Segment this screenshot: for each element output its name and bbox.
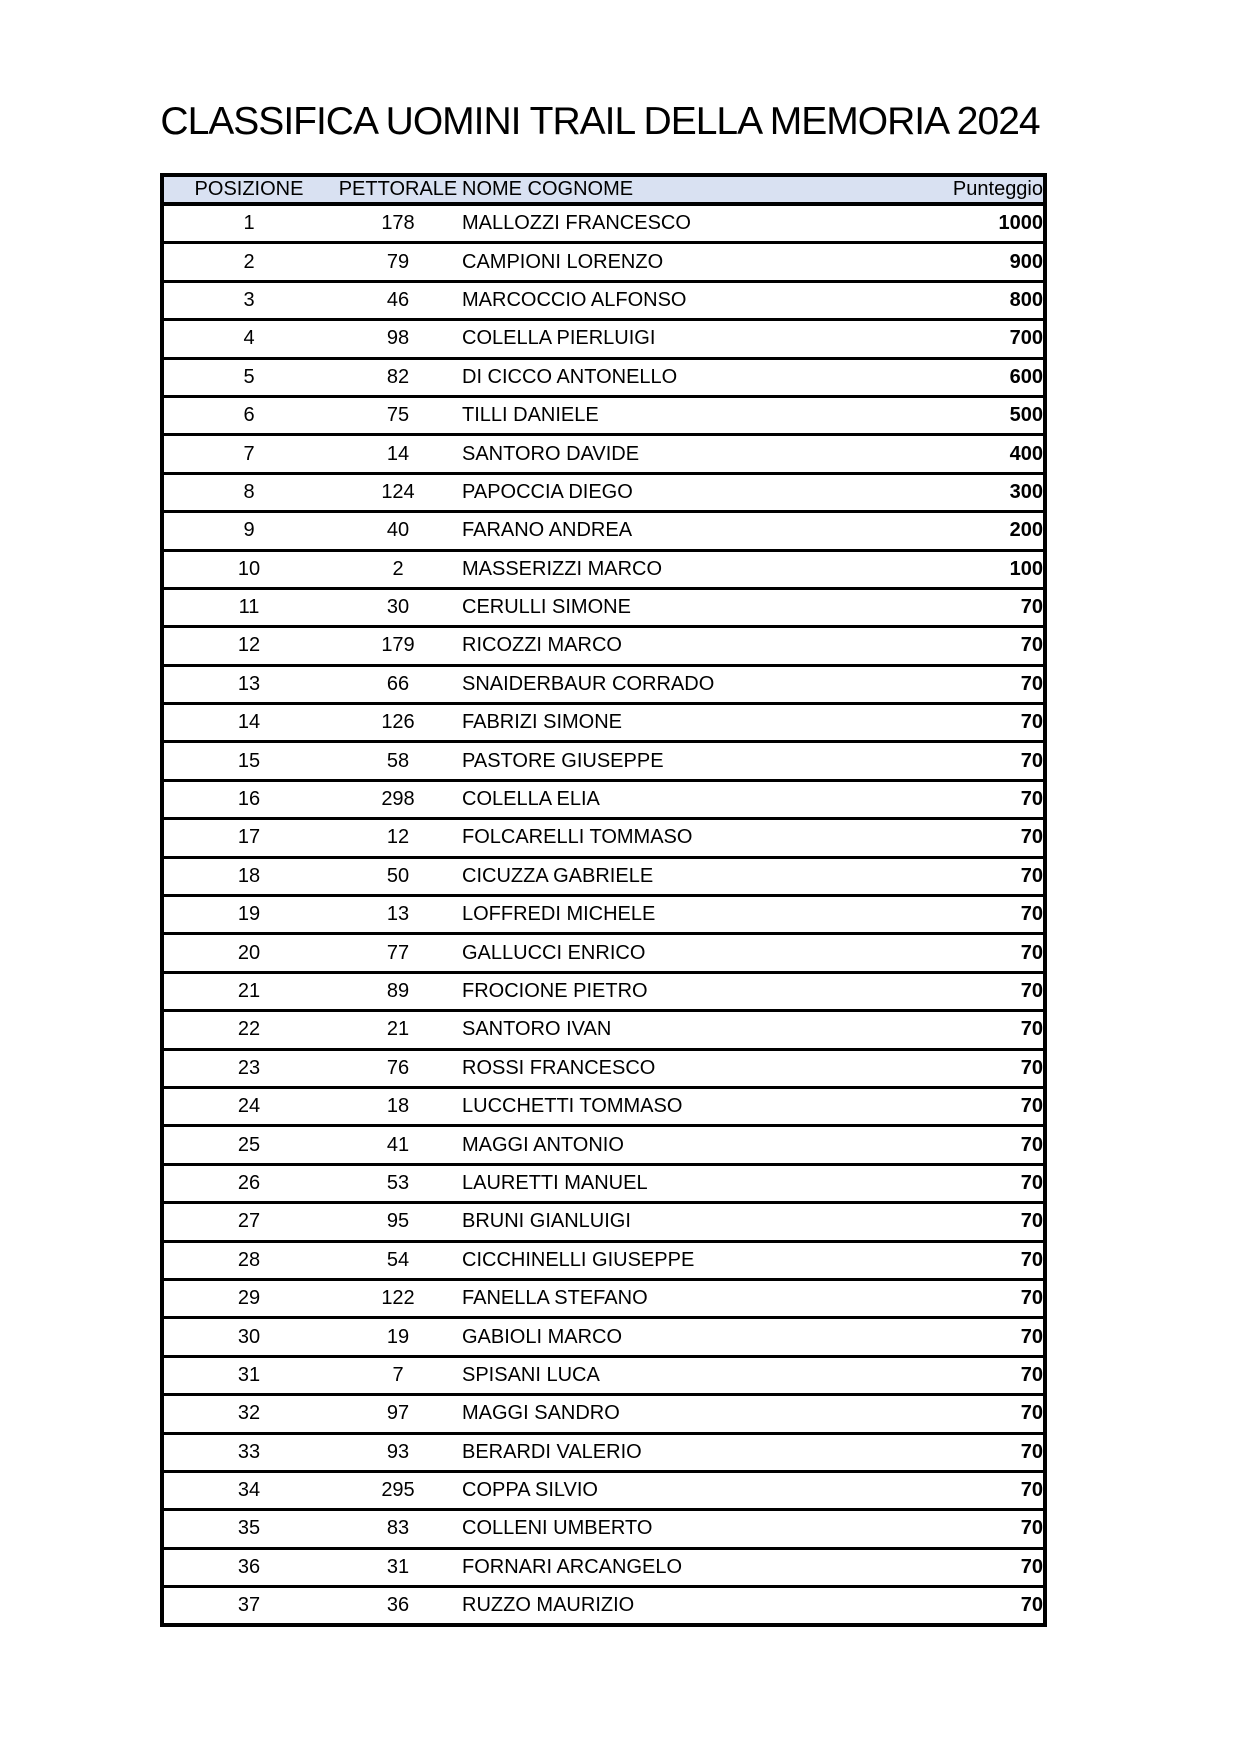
punteggio-cell: 400 [882,435,1045,473]
table-row [162,704,1045,742]
punteggio-cell: 600 [882,358,1045,396]
table-row [162,1087,1045,1125]
posizione-cell: 33 [162,1433,334,1471]
nome-cognome-cell: RUZZO MAURIZIO [462,1587,882,1626]
posizione-cell: 12 [162,627,334,665]
punteggio-cell: 70 [882,819,1045,857]
table-row [162,1471,1045,1509]
punteggio-cell: 800 [882,281,1045,319]
posizione-cell: 26 [162,1164,334,1202]
punteggio-cell: 300 [882,473,1045,511]
table-row [162,1318,1045,1356]
posizione-cell: 7 [162,435,334,473]
posizione-cell: 23 [162,1049,334,1087]
table-row [162,1049,1045,1087]
table-row [162,1279,1045,1317]
pettorale-cell: 50 [334,857,462,895]
pettorale-cell: 40 [334,512,462,550]
posizione-cell: 6 [162,396,334,434]
posizione-cell: 27 [162,1203,334,1241]
pettorale-cell: 97 [334,1395,462,1433]
pettorale-cell: 295 [334,1471,462,1509]
pettorale-cell: 98 [334,320,462,358]
pettorale-cell: 75 [334,396,462,434]
pettorale-cell: 7 [334,1356,462,1394]
punteggio-cell: 70 [882,704,1045,742]
nome-cognome-cell: COLELLA PIERLUIGI [462,320,882,358]
table-row [162,473,1045,511]
posizione-cell: 11 [162,588,334,626]
table-row [162,1356,1045,1394]
column-header-pettorale: PETTORALE [334,175,462,204]
table-row [162,1164,1045,1202]
posizione-cell: 35 [162,1510,334,1548]
punteggio-cell: 70 [882,896,1045,934]
punteggio-cell: 70 [882,1241,1045,1279]
posizione-cell: 16 [162,780,334,818]
posizione-cell: 10 [162,550,334,588]
pettorale-cell: 93 [334,1433,462,1471]
punteggio-cell: 1000 [882,204,1045,243]
punteggio-cell: 700 [882,320,1045,358]
table-row [162,972,1045,1010]
table-row [162,1011,1045,1049]
table-row [162,742,1045,780]
nome-cognome-cell: LOFFREDI MICHELE [462,896,882,934]
page-title: CLASSIFICA UOMINI TRAIL DELLA MEMORIA 2024 [160,100,1040,143]
table-row [162,358,1045,396]
nome-cognome-cell: ROSSI FRANCESCO [462,1049,882,1087]
table-header-row [162,175,1045,204]
table-row [162,857,1045,895]
nome-cognome-cell: SANTORO DAVIDE [462,435,882,473]
nome-cognome-cell: FARANO ANDREA [462,512,882,550]
posizione-cell: 36 [162,1548,334,1586]
results-table [160,173,1047,1627]
punteggio-cell: 70 [882,1203,1045,1241]
table-row [162,1241,1045,1279]
nome-cognome-cell: FOLCARELLI TOMMASO [462,819,882,857]
posizione-cell: 13 [162,665,334,703]
punteggio-cell: 70 [882,1433,1045,1471]
punteggio-cell: 70 [882,972,1045,1010]
table-row [162,1203,1045,1241]
pettorale-cell: 54 [334,1241,462,1279]
nome-cognome-cell: CERULLI SIMONE [462,588,882,626]
column-header-posizione: POSIZIONE [162,175,334,204]
nome-cognome-cell: DI CICCO ANTONELLO [462,358,882,396]
table-row [162,1587,1045,1626]
pettorale-cell: 46 [334,281,462,319]
posizione-cell: 28 [162,1241,334,1279]
posizione-cell: 32 [162,1395,334,1433]
pettorale-cell: 89 [334,972,462,1010]
posizione-cell: 30 [162,1318,334,1356]
nome-cognome-cell: LUCCHETTI TOMMASO [462,1087,882,1125]
nome-cognome-cell: PAPOCCIA DIEGO [462,473,882,511]
punteggio-cell: 70 [882,1395,1045,1433]
pettorale-cell: 95 [334,1203,462,1241]
nome-cognome-cell: SNAIDERBAUR CORRADO [462,665,882,703]
punteggio-cell: 70 [882,1548,1045,1586]
pettorale-cell: 2 [334,550,462,588]
table-row [162,1126,1045,1164]
posizione-cell: 9 [162,512,334,550]
punteggio-cell: 70 [882,588,1045,626]
pettorale-cell: 58 [334,742,462,780]
nome-cognome-cell: MALLOZZI FRANCESCO [462,204,882,243]
nome-cognome-cell: MASSERIZZI MARCO [462,550,882,588]
punteggio-cell: 70 [882,1164,1045,1202]
nome-cognome-cell: FABRIZI SIMONE [462,704,882,742]
punteggio-cell: 70 [882,780,1045,818]
table-row [162,896,1045,934]
posizione-cell: 34 [162,1471,334,1509]
posizione-cell: 31 [162,1356,334,1394]
nome-cognome-cell: MARCOCCIO ALFONSO [462,281,882,319]
table-row [162,243,1045,281]
table-row [162,1548,1045,1586]
pettorale-cell: 21 [334,1011,462,1049]
punteggio-cell: 500 [882,396,1045,434]
nome-cognome-cell: TILLI DANIELE [462,396,882,434]
column-header-punteggio: Punteggio [882,175,1045,204]
pettorale-cell: 122 [334,1279,462,1317]
nome-cognome-cell: FANELLA STEFANO [462,1279,882,1317]
posizione-cell: 19 [162,896,334,934]
pettorale-cell: 30 [334,588,462,626]
punteggio-cell: 70 [882,1318,1045,1356]
punteggio-cell: 70 [882,1356,1045,1394]
nome-cognome-cell: SANTORO IVAN [462,1011,882,1049]
nome-cognome-cell: PASTORE GIUSEPPE [462,742,882,780]
punteggio-cell: 70 [882,627,1045,665]
table-row [162,396,1045,434]
punteggio-cell: 70 [882,1471,1045,1509]
punteggio-cell: 70 [882,1049,1045,1087]
pettorale-cell: 179 [334,627,462,665]
posizione-cell: 5 [162,358,334,396]
punteggio-cell: 70 [882,1587,1045,1626]
nome-cognome-cell: GABIOLI MARCO [462,1318,882,1356]
posizione-cell: 14 [162,704,334,742]
punteggio-cell: 70 [882,1011,1045,1049]
punteggio-cell: 70 [882,665,1045,703]
table-row [162,1433,1045,1471]
punteggio-cell: 70 [882,1279,1045,1317]
table-row [162,780,1045,818]
posizione-cell: 37 [162,1587,334,1626]
punteggio-cell: 70 [882,1126,1045,1164]
punteggio-cell: 900 [882,243,1045,281]
pettorale-cell: 14 [334,435,462,473]
pettorale-cell: 82 [334,358,462,396]
nome-cognome-cell: GALLUCCI ENRICO [462,934,882,972]
posizione-cell: 17 [162,819,334,857]
pettorale-cell: 66 [334,665,462,703]
table-row [162,1510,1045,1548]
posizione-cell: 20 [162,934,334,972]
nome-cognome-cell: COLELLA ELIA [462,780,882,818]
punteggio-cell: 70 [882,857,1045,895]
punteggio-cell: 70 [882,742,1045,780]
nome-cognome-cell: CICCHINELLI GIUSEPPE [462,1241,882,1279]
pettorale-cell: 126 [334,704,462,742]
pettorale-cell: 18 [334,1087,462,1125]
table-row [162,665,1045,703]
pettorale-cell: 79 [334,243,462,281]
nome-cognome-cell: MAGGI SANDRO [462,1395,882,1433]
punteggio-cell: 200 [882,512,1045,550]
nome-cognome-cell: FROCIONE PIETRO [462,972,882,1010]
nome-cognome-cell: FORNARI ARCANGELO [462,1548,882,1586]
pettorale-cell: 53 [334,1164,462,1202]
pettorale-cell: 76 [334,1049,462,1087]
table-row [162,320,1045,358]
nome-cognome-cell: MAGGI ANTONIO [462,1126,882,1164]
posizione-cell: 29 [162,1279,334,1317]
punteggio-cell: 70 [882,1087,1045,1125]
table-row [162,435,1045,473]
posizione-cell: 4 [162,320,334,358]
table-row [162,550,1045,588]
pettorale-cell: 12 [334,819,462,857]
posizione-cell: 24 [162,1087,334,1125]
posizione-cell: 15 [162,742,334,780]
pettorale-cell: 77 [334,934,462,972]
posizione-cell: 18 [162,857,334,895]
table-row [162,934,1045,972]
table-row [162,1395,1045,1433]
pettorale-cell: 298 [334,780,462,818]
pettorale-cell: 31 [334,1548,462,1586]
nome-cognome-cell: COLLENI UMBERTO [462,1510,882,1548]
pettorale-cell: 41 [334,1126,462,1164]
punteggio-cell: 70 [882,1510,1045,1548]
posizione-cell: 21 [162,972,334,1010]
table-row [162,512,1045,550]
table-row [162,281,1045,319]
nome-cognome-cell: BRUNI GIANLUIGI [462,1203,882,1241]
nome-cognome-cell: BERARDI VALERIO [462,1433,882,1471]
table-row [162,204,1045,243]
nome-cognome-cell: SPISANI LUCA [462,1356,882,1394]
nome-cognome-cell: COPPA SILVIO [462,1471,882,1509]
table-row [162,627,1045,665]
pettorale-cell: 83 [334,1510,462,1548]
nome-cognome-cell: LAURETTI MANUEL [462,1164,882,1202]
posizione-cell: 2 [162,243,334,281]
nome-cognome-cell: CAMPIONI LORENZO [462,243,882,281]
posizione-cell: 3 [162,281,334,319]
table-row [162,819,1045,857]
punteggio-cell: 100 [882,550,1045,588]
punteggio-cell: 70 [882,934,1045,972]
table-row [162,588,1045,626]
pettorale-cell: 36 [334,1587,462,1626]
nome-cognome-cell: CICUZZA GABRIELE [462,857,882,895]
pettorale-cell: 13 [334,896,462,934]
nome-cognome-cell: RICOZZI MARCO [462,627,882,665]
posizione-cell: 22 [162,1011,334,1049]
pettorale-cell: 178 [334,204,462,243]
posizione-cell: 1 [162,204,334,243]
pettorale-cell: 19 [334,1318,462,1356]
posizione-cell: 8 [162,473,334,511]
column-header-nome-cognome: NOME COGNOME [462,175,882,204]
posizione-cell: 25 [162,1126,334,1164]
results-table-body [162,204,1045,1625]
pettorale-cell: 124 [334,473,462,511]
